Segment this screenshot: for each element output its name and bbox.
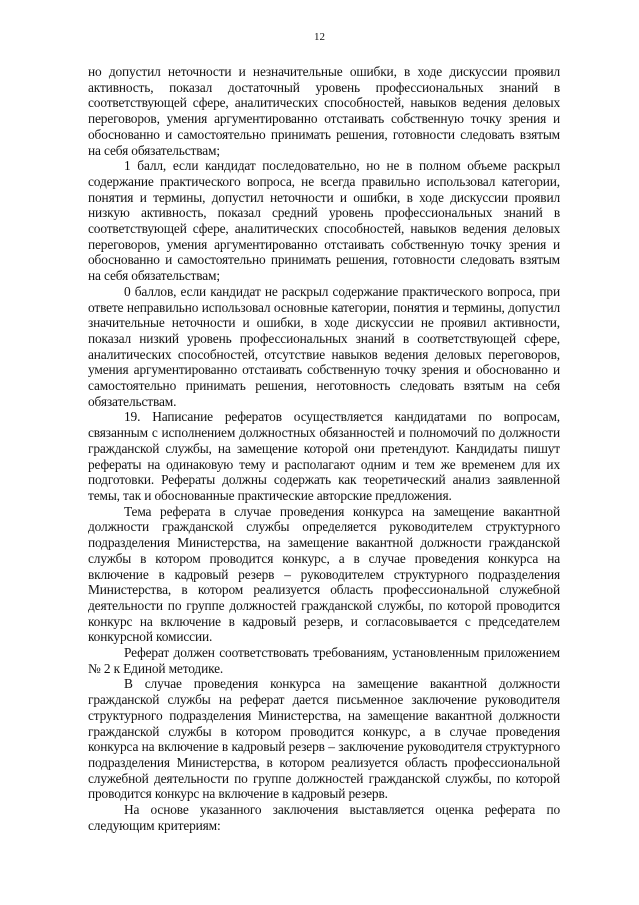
paragraph-essay-requirements: Реферат должен соответствовать требованиям, установленным приложением № 2 к Единой методике. — [88, 645, 560, 676]
paragraph-evaluation-criteria: На основе указанного заключения выставляется оценка реферата по следующим критериям: — [88, 802, 560, 833]
paragraph-essay-topic: Тема реферата в случае проведения конкурса на замещение вакантной должности гражданской службы определяется руководителем структурного подразделения Министерства, на замещение вакантной должности гражданской службы в котором проводится конкурс, а в случае проведения конкурса на включение в кадровый резерв – руководителем структурного подразделения Министерства, в котором реализуется область профессиональной служебной деятельности по группе должностей гражданской службы, по которой проводится конкурс на включение в кадровый резерв, и согласовывается с председателем конкурсной комиссии. — [88, 503, 560, 645]
paragraph-0-points: 0 баллов, если кандидат не раскрыл содержание практического вопроса, при ответе неправильно использовал основные категории, понятия и термины, допустил значительные неточности и ошибки, в ходе дискуссии не проявил активности, показал низкий уровень профессиональных знаний в соответствующей сфере, аналитических способностей, отсутствие навыков ведения деловых переговоров, умения аргументированно отстаивать собственную точку зрения и обоснованно и самостоятельно принимать решения, неготовность следовать взятым на себя обязательствам. — [88, 283, 560, 409]
page-number: 12 — [314, 31, 325, 43]
paragraph-item-19: 19. Написание рефератов осуществляется кандидатами по вопросам, связанным с исполнением должностных обязанностей и полномочий по должности гражданской службы, на замещение которой они претендуют. Кандидаты пишут рефераты на одинаковую тему и располагают одним и тем же временем для их подготовки. Рефераты должны содержать как теоретический анализ заявленной темы, так и обоснованные практические авторские предложения. — [88, 409, 560, 503]
paragraph-continuation: но допустил неточности и незначительные ошибки, в ходе дискуссии проявил активность, показал достаточный уровень профессиональных знаний в соответствующей сфере, аналитических способностей, навыков ведения деловых переговоров, умения аргументированно отстаивать собственную точку зрения и обоснованно и самостоятельно принимать решения, готовности следовать взятым на себя обязательствам; — [88, 64, 560, 158]
document-body — [88, 64, 560, 833]
paragraph-1-point: 1 балл, если кандидат последовательно, но не в полном объеме раскрыл содержание практического вопроса, не всегда правильно использовал категории, понятия и термины, допустил неточности и ошибки, в ходе дискуссии проявил низкую активность, показал средний уровень профессиональных знаний в соответствующей сфере, аналитических способностей, навыков ведения деловых переговоров, умения аргументированно отстаивать собственную точку зрения и обоснованно и самостоятельно принимать решения, готовности следовать взятым на себя обязательствам; — [88, 158, 560, 284]
paragraph-written-conclusion: В случае проведения конкурса на замещение вакантной должности гражданской службы на реферат дается письменное заключение руководителя структурного подразделения Министерства, на замещение вакантной должности гражданской службы в котором проводится конкурс, а в случае проведения конкурса на включение в кадровый резерв – заключение руководителя структурного подразделения Министерства, в котором реализуется область профессиональной служебной деятельности по группе должностей гражданской службы, по которой проводится конкурс на включение в кадровый резерв. — [88, 676, 560, 802]
